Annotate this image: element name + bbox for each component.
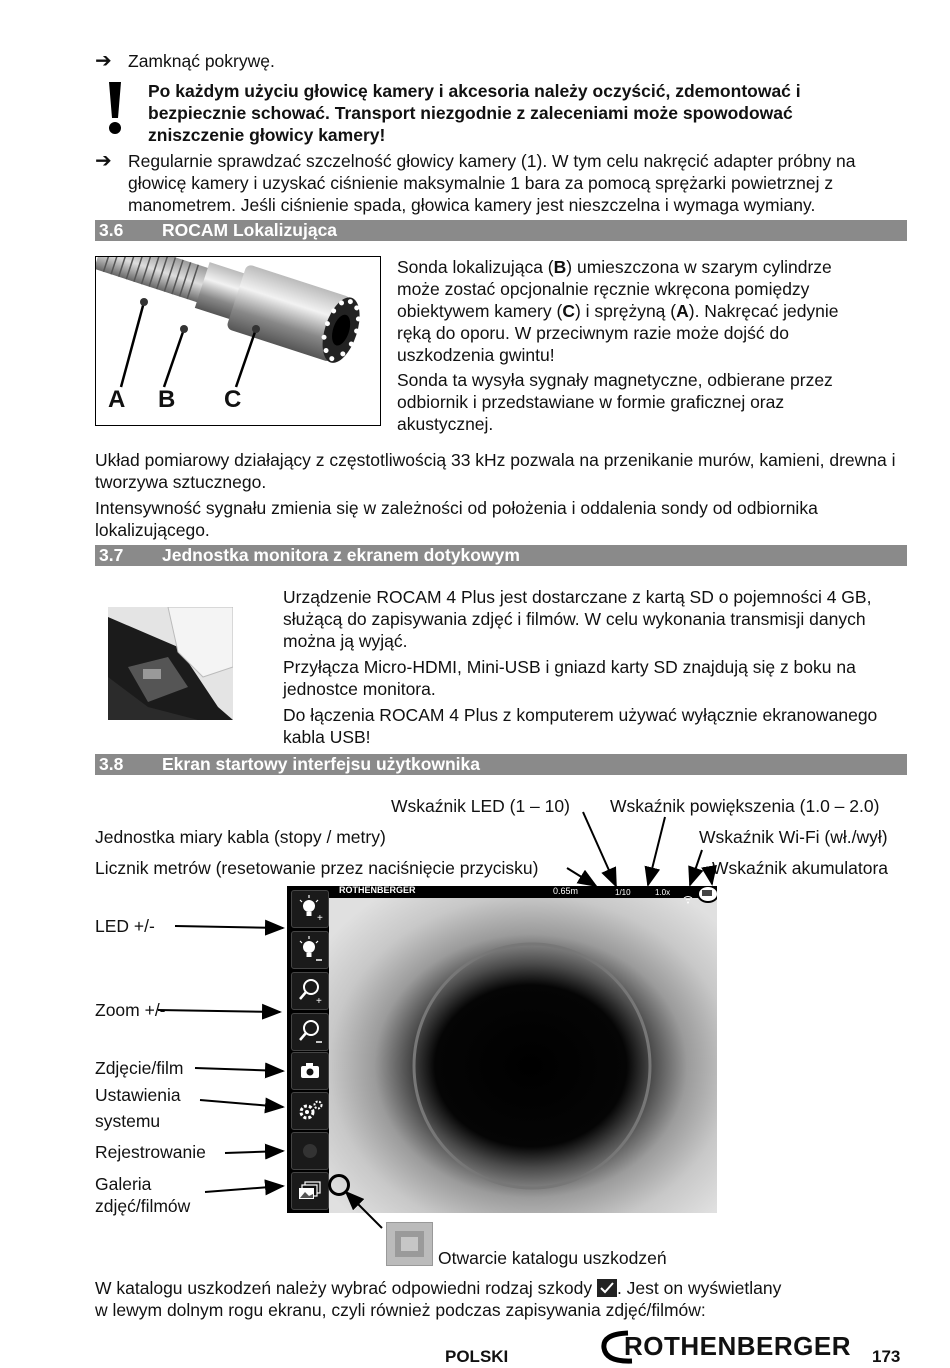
footer-language: POLSKI	[445, 1347, 509, 1366]
label-led-plus-minus: LED +/-	[95, 916, 155, 936]
locator-paragraph-1: Sonda lokalizująca (B) umieszczona w szarym cylindrze może zostać opcjonalnie ręcznie wkręcona pomiędzy obiektywem kamery (C) i sprężyną (A). Nakręcać jedynie ręką do oporu. W przeciwnym razie może dojść do uszkodzenia gwintu!	[397, 257, 839, 365]
warning-text: Po każdym użyciu głowicę kamery i akcesoria należy oczyścić, zdemontować i bezpiecznie schować. Transport niezgodnie z zaleceniami może spowodować zniszczenie głowicy kamery!	[148, 81, 801, 145]
locator-paragraph-2: Sonda ta wysyła sygnały magnetyczne, odbierane przez odbiornik i przedstawiane w formie graficznej oraz akustycznej.	[397, 370, 833, 434]
signal-paragraph: Intensywność sygnału zmienia się w zależności od położenia i oddalenia sondy od odbiornika lokalizującego.	[95, 498, 818, 540]
label-wifi-indicator: Wskaźnik Wi-Fi (wł./wył)	[699, 827, 888, 847]
screen-brand: ROTHENBERGER	[339, 886, 416, 895]
label-record: Rejestrowanie	[95, 1142, 206, 1162]
label-settings-2: systemu	[95, 1111, 161, 1131]
label-photo-video: Zdjęcie/film	[95, 1058, 184, 1078]
label-gallery-2: zdjęć/filmów	[95, 1196, 191, 1216]
screen-zoom-level: 1.0x	[655, 888, 671, 897]
label-zoom-plus-minus: Zoom +/-	[95, 1000, 166, 1020]
label-meter-counter: Licznik metrów (resetowanie przez naciśnięcie przycisku)	[95, 858, 539, 878]
section-title: ROCAM Lokalizująca	[162, 220, 338, 240]
screen-distance: 0.65m	[553, 886, 579, 896]
svg-text:+: +	[317, 913, 323, 924]
checkmark-icon	[597, 1279, 617, 1297]
section-number: 3.7	[99, 545, 124, 565]
catalog-paragraph-line-2: w lewym dolnym rogu ekranu, czyli również podczas zapisywania zdjęć/filmów:	[95, 1300, 706, 1320]
label-zoom-indicator: Wskaźnik powiększenia (1.0 – 2.0)	[610, 796, 880, 816]
damage-catalog-icon	[386, 1222, 433, 1266]
section-number: 3.6	[99, 220, 124, 240]
svg-text:+: +	[316, 996, 322, 1007]
monitor-paragraph-2: Przyłącza Micro-HDMI, Mini-USB i gniazd karty SD znajdują się z boku na jednostce monitora.	[283, 657, 856, 699]
label-c: C	[224, 386, 242, 413]
section-title: Jednostka monitora z ekranem dotykowym	[162, 545, 520, 565]
page-number: 173	[872, 1347, 901, 1366]
label-a: A	[108, 386, 126, 413]
monitor-paragraph-3: Do łączenia ROCAM 4 Plus z komputerem używać wyłącznie ekranowanego kabla USB!	[283, 705, 878, 747]
label-battery-indicator: Wskaźnik akumulatora	[712, 858, 889, 878]
label-cable-unit: Jednostka miary kabla (stopy / metry)	[95, 827, 386, 847]
section-number: 3.8	[99, 754, 124, 774]
section-title: Ekran startowy interfejsu użytkownika	[162, 754, 481, 774]
measurement-paragraph: Układ pomiarowy działający z częstotliwością 33 kHz pozwala na przenikanie murów, kamieni, drewna i tworzywa sztucznego.	[95, 450, 896, 492]
bullet-check-tightness: Regularnie sprawdzać szczelność głowicy kamery (1). W tym celu nakręcić adapter próbny na głowicę kamery i uzyskać ciśnienie maksymalnie 1 bara za pomocą sprężarki powietrznej z manometrem. Jeśli ciśnienie spada, głowica kamery jest nieszczelna i wymaga wymiany.	[128, 151, 856, 215]
bullet-close-lid: Zamknąć pokrywę.	[128, 51, 275, 71]
label-settings-1: Ustawienia	[95, 1085, 181, 1105]
monitor-paragraph-1: Urządzenie ROCAM 4 Plus jest dostarczane z kartą SD o pojemności 4 GB, służącą do zapisywania zdjęć i filmów. W celu wykonania transmisji danych można ją wyjąć.	[283, 587, 872, 651]
label-gallery-1: Galeria	[95, 1174, 152, 1194]
label-damage-catalog: Otwarcie katalogu uszkodzeń	[438, 1248, 667, 1268]
arrow-bullet-icon: ➔	[95, 150, 112, 172]
rothenberger-logo: ROTHENBERGER	[598, 1330, 858, 1364]
arrow-bullet-icon: ➔	[95, 50, 112, 72]
screen-led-level: 1/10	[615, 888, 631, 897]
catalog-paragraph: W katalogu uszkodzeń należy wybrać odpowiedni rodzaj szkody . Jest on wyświetlany	[95, 1278, 782, 1298]
label-led-indicator: Wskaźnik LED (1 – 10)	[391, 796, 570, 816]
label-b: B	[158, 386, 176, 413]
